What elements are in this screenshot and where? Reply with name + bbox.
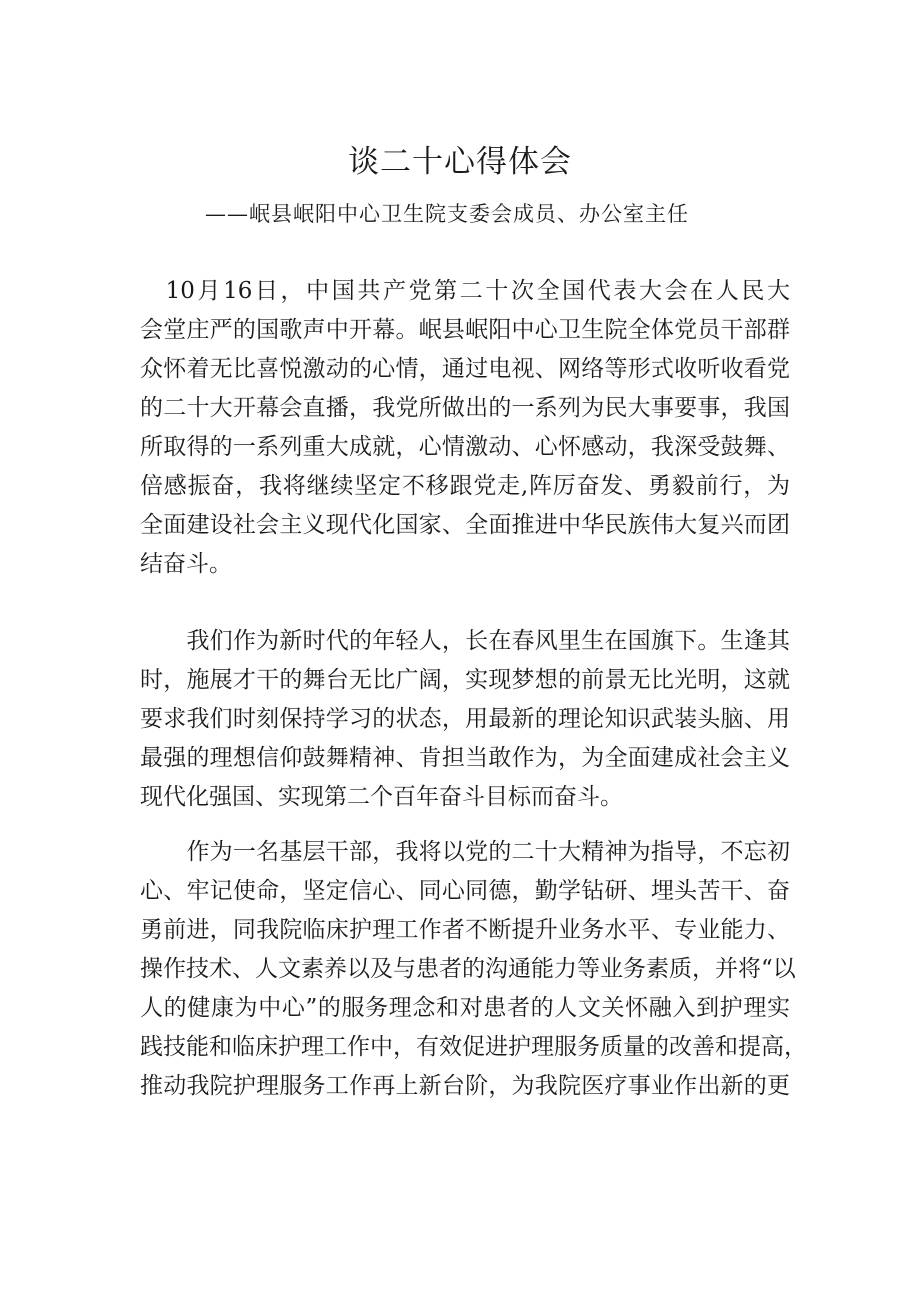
paragraph-line: 作为一名基层干部，我将以党的二十大精神为指导，不忘初 xyxy=(140,839,790,865)
paragraph-line: 的二十大开幕会直播，我党所做出的一系列为民大事要事，我国 xyxy=(140,395,790,421)
document-title: 谈二十心得体会 xyxy=(348,144,572,180)
paragraph-line: 全面建设社会主义现代化国家、全面推进中华民族伟大复兴而团 xyxy=(140,512,790,538)
paragraph-line: 所取得的一系列重大成就，心情激动、心怀感动，我深受鼓舞、 xyxy=(140,434,790,460)
paragraph-line: 众怀着无比喜悦激动的心情，通过电视、网络等形式收听收看党 xyxy=(140,356,790,382)
paragraph-1 xyxy=(140,272,790,584)
paragraph-line: 倍感振奋，我将继续坚定不移跟党走,阵厉奋发、勇毅前行，为 xyxy=(140,473,790,499)
paragraph-3 xyxy=(140,833,807,1106)
paragraph-line: 我们作为新时代的年轻人，长在春风里生在国旗下。生逢其 xyxy=(140,628,790,654)
paragraph-line: 10月16日，中国共产党第二十次全国代表大会在人民大 xyxy=(140,278,790,304)
paragraph-line: 时，施展才干的舞台无比广阔，实现梦想的前景无比光明，这就 xyxy=(140,667,790,693)
paragraph-line: 践技能和临床护理工作中，有效促进护理服务质量的改善和提高， xyxy=(140,1034,807,1060)
paragraph-line: 最强的理想信仰鼓舞精神、肯担当敢作为，为全面建成社会主义 xyxy=(140,745,790,771)
paragraph-line: 结奋斗。 xyxy=(140,551,232,577)
paragraph-line: 操作技术、人文素养以及与患者的沟通能力等业务素质，并将“以 xyxy=(140,956,796,982)
paragraph-line: 推动我院护理服务工作再上新台阶，为我院医疗事业作出新的更 xyxy=(140,1073,790,1099)
paragraph-line: 会堂庄严的国歌声中开幕。岷县岷阳中心卫生院全体党员干部群 xyxy=(140,317,790,343)
paragraph-2 xyxy=(140,622,790,817)
paragraph-line: 人的健康为中心”的服务理念和对患者的人文关怀融入到护理实 xyxy=(140,995,790,1021)
paragraph-line: 勇前进，同我院临床护理工作者不断提升业务水平、专业能力、 xyxy=(140,917,790,943)
document-subtitle: ——岷县岷阳中心卫生院支委会成员、办公室主任 xyxy=(205,202,689,226)
paragraph-line: 现代化强国、实现第二个百年奋斗目标而奋斗。 xyxy=(140,784,623,810)
paragraph-line: 要求我们时刻保持学习的状态，用最新的理论知识武装头脑、用 xyxy=(140,706,790,732)
paragraph-line: 心、牢记使命，坚定信心、同心同德，勤学钻研、埋头苦干、奋 xyxy=(140,878,790,904)
